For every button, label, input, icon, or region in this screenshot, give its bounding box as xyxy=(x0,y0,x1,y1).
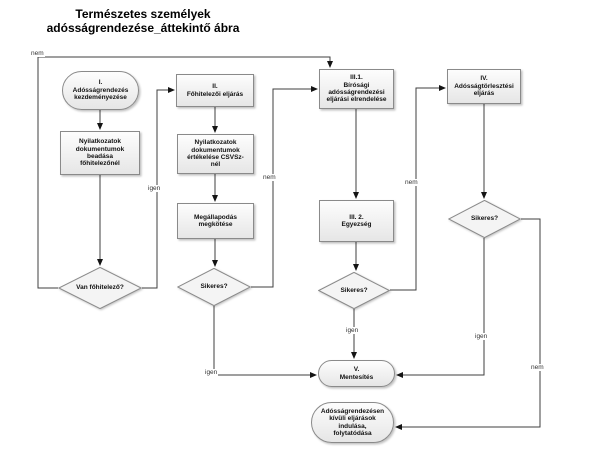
node-label-start: I. Adósságrendezés kezdeményezése xyxy=(72,79,129,102)
edge-success-mc-no-to-court-order xyxy=(251,89,317,287)
edge-label-success-comp-yes-to-discharge: igen xyxy=(346,327,359,334)
edge-label-success-mc-no-to-court-order: nem xyxy=(263,174,276,181)
edge-label-success-rep-yes-to-discharge: igen xyxy=(475,333,488,340)
node-label-success-main-creditor: Sikeres? xyxy=(200,283,228,291)
node-label-main-creditor-procedure: II. Főhitelezői eljárás xyxy=(186,83,244,98)
node-start xyxy=(62,71,139,110)
edge-label-has-main-yes-to-main-procedure: igen xyxy=(148,185,161,192)
node-composition xyxy=(319,200,394,242)
edge-label-success-rep-no-to-outside: nem xyxy=(531,364,544,371)
edge-label-success-mc-yes-to-discharge: igen xyxy=(205,369,218,376)
edge-success-rep-yes-to-discharge xyxy=(397,238,484,375)
node-label-outside-proceedings: Adósságrendezésen kívüli eljárások indulása, folytatódása xyxy=(320,407,385,437)
node-label-composition: III. 2. Egyezség xyxy=(341,213,372,228)
node-docs-submission xyxy=(60,131,140,175)
edge-success-rep-no-to-outside xyxy=(396,219,540,427)
node-agreement xyxy=(177,203,254,239)
node-label-success-repayment: Sikeres? xyxy=(470,215,499,223)
node-label-agreement: Megállapodás megkötése xyxy=(194,213,237,228)
page-title-line1: Természetes személyek xyxy=(75,7,211,21)
node-main-creditor-procedure xyxy=(176,74,254,107)
node-success-main-creditor xyxy=(177,268,251,306)
node-label-success-composition: Sikeres? xyxy=(340,286,368,294)
node-label-court-order: III.1. Bírósági adósságrendezési eljárási elrendelése xyxy=(326,74,387,104)
edge-label-success-comp-no-to-repayment: nem xyxy=(405,179,418,186)
node-debt-repayment xyxy=(447,69,521,104)
node-court-order xyxy=(319,69,394,109)
node-has-main-creditor xyxy=(58,267,142,309)
node-docs-evaluation xyxy=(177,134,254,174)
node-label-has-main-creditor: Van főhitelező? xyxy=(76,284,124,292)
edge-success-comp-no-to-repayment xyxy=(390,88,445,290)
node-discharge xyxy=(318,360,395,387)
page-title-line2: adósságrendezése_áttekintő ábra xyxy=(46,21,240,36)
node-success-repayment xyxy=(448,200,521,238)
node-success-composition xyxy=(318,272,390,309)
node-label-docs-evaluation: Nyilatkozatok dokumentumok értékelése CSVSz- nél xyxy=(187,139,244,169)
node-label-debt-repayment: IV. Adósságtörlesztési eljárás xyxy=(454,75,514,98)
node-outside-proceedings xyxy=(311,402,394,443)
edge-label-has-main-no-to-court-order: nem xyxy=(31,50,44,57)
edge-success-mc-yes-to-discharge xyxy=(214,306,316,375)
node-label-docs-submission: Nyilatkozatok dokumentumok beadása főhitelezőnél xyxy=(75,138,125,168)
node-label-discharge: V. Mentesítés xyxy=(339,366,374,381)
